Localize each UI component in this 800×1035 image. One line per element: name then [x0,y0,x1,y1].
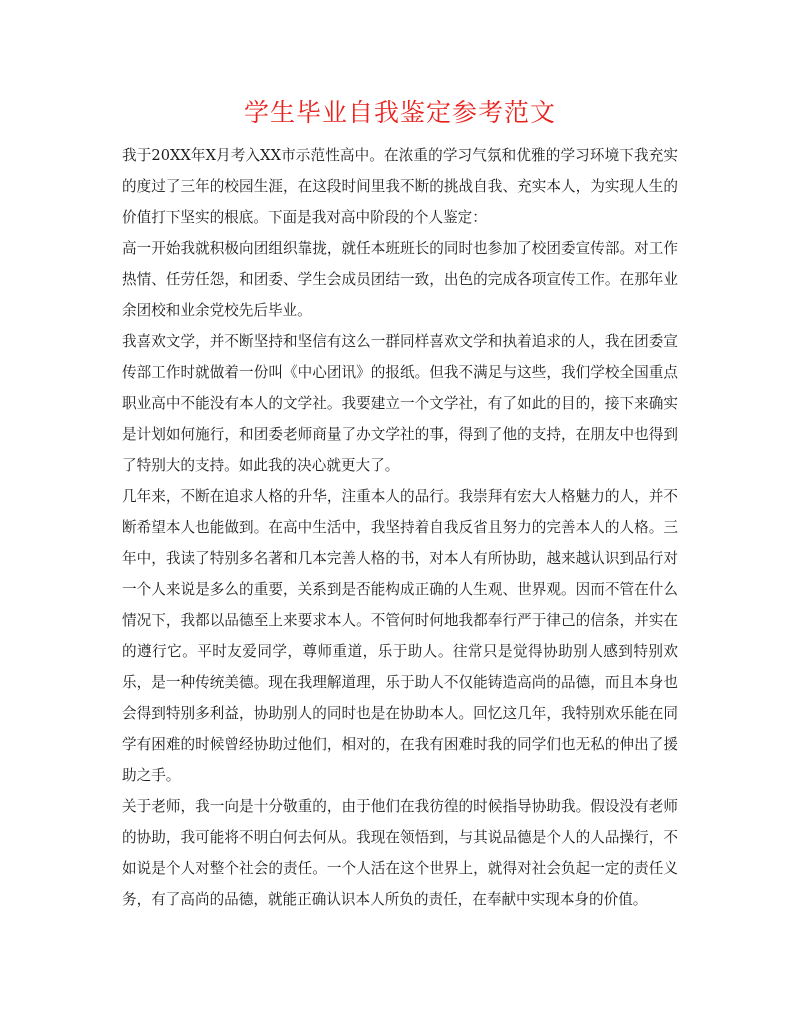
paragraph-teachers: 关于老师，我一向是十分敬重的，由于他们在我彷徨的时候指导协助我。假设没有老师的协助，我可能将不明白何去何从。我现在领悟到，与其说品德是个人的人品操行，不如说是个人对整个社会的责任。一个人活在这个世界上，就得对社会负起一定的责任义务，有了高尚的品德，就能正确认识本人所负的责任，在奉献中实现本身的价值。 [122,798,678,908]
paragraph-character: 几年来，不断在追求人格的升华，注重本人的品行。我崇拜有宏大人格魅力的人，并不断希望本人也能做到。在高中生活中，我坚持着自我反省且努力的完善本人的人格。三年中，我读了特别多名著和几本完善人格的书，对本人有所协助，越来越认识到品行对一个人来说是多么的重要，关系到是否能构成正确的人生观、世界观。因而不管在什么情况下，我都以品德至上来要求本人。不管何时何地我都奉行严于律己的信条，并实在的遵行它。平时友爱同学，尊师重道，乐于助人。往常只是觉得协助别人感到特别欢乐，是一种传统美德。现在我理解道理，乐于助人不仅能铸造高尚的品德，而且本身也会得到特别多利益，协助别人的同时也是在协助本人。回忆这几年，我特别欢乐能在同学有困难的时候曾经协助过他们，相对的，在我有困难时我的同学们也无私的伸出了援助之手。 [122,488,678,784]
paragraph-literature: 我喜欢文学，并不断坚持和坚信有这么一群同样喜欢文学和执着追求的人，我在团委宣传部工作时就做着一份叫《中心团讯》的报纸。但我不满足与这些，我们学校全国重点职业高中不能没有本人的文学社。我要建立一个文学社，有了如此的目的，接下来确实是计划如何施行，和团委老师商量了办文学社的事，得到了他的支持，在朋友中也得到了特别大的支持。如此我的决心就更大了。 [122,333,678,474]
paragraph-league-work: 高一开始我就积极向团组织靠拢，就任本班班长的同时也参加了校团委宣传部。对工作热情、任劳任怨，和团委、学生会成员团结一致，出色的完成各项宣传工作。在那年业余团校和业余党校先后毕业。 [122,240,678,319]
document-title: 学生毕业自我鉴定参考范文 [243,98,556,127]
document-body [122,140,678,915]
paragraph-intro: 我于20XX年X月考入XX市示范性高中。在浓重的学习气氛和优雅的学习环境下我充实的度过了三年的校园生涯，在这段时间里我不断的挑战自我、充实本人，为实现人生的价值打下坚实的根底。下面是我对高中阶段的个人鉴定： [122,147,678,226]
